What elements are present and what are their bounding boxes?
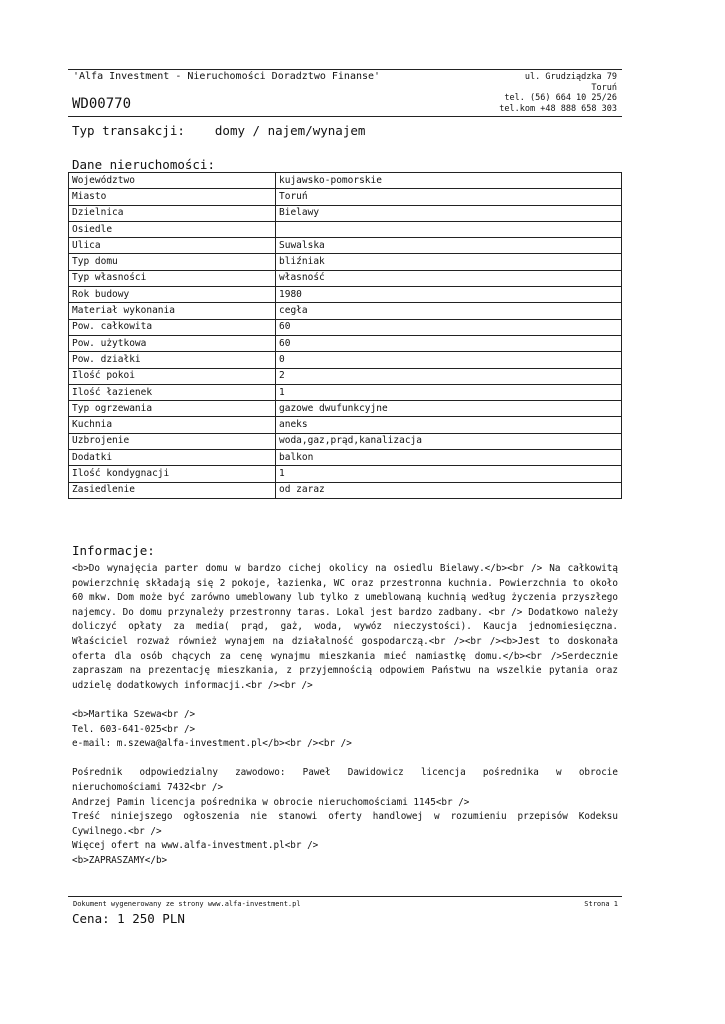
contact-phone: Tel. 603-641-025<br /> [72, 723, 196, 735]
property-row [69, 238, 622, 254]
footer-rule [68, 896, 622, 897]
property-value: kujawsko-pomorskie [276, 173, 622, 189]
property-row [69, 173, 622, 189]
property-row [69, 205, 622, 221]
property-value: 60 [276, 319, 622, 335]
property-value: cegła [276, 303, 622, 319]
property-row [69, 270, 622, 286]
property-key: Osiedle [69, 221, 276, 237]
property-row [69, 287, 622, 303]
property-key: Typ domu [69, 254, 276, 270]
responsible-agent: Pośrednik odpowiedzialny zawodowo: Paweł Dawidowicz licencja pośrednika w obrocie nieruchomościami 7432<br /> [72, 767, 618, 793]
property-value: własność [276, 270, 622, 286]
property-row [69, 417, 622, 433]
property-value: 60 [276, 335, 622, 351]
company-address [397, 72, 617, 114]
transaction-type-value: domy / najem/wynajem [214, 123, 366, 138]
top-rule [68, 69, 622, 70]
contact-email: e-mail: m.szewa@alfa-investment.pl</b><br /><br /> [72, 738, 352, 750]
property-row [69, 335, 622, 351]
property-value: od zaraz [276, 482, 622, 498]
property-key: Pow. użytkowa [69, 335, 276, 351]
property-key: Miasto [69, 189, 276, 205]
property-key: Ilość pokoi [69, 368, 276, 384]
property-key: Województwo [69, 173, 276, 189]
property-value: 1980 [276, 287, 622, 303]
price: Cena: 1 250 PLN [72, 911, 185, 926]
address-mobile: tel.kom +48 888 658 303 [499, 103, 617, 114]
page-number: Strona 1 [584, 900, 618, 908]
property-value: bliźniak [276, 254, 622, 270]
property-key: Materiał wykonania [69, 303, 276, 319]
invitation: <b>ZAPRASZAMY</b> [72, 854, 168, 866]
property-key: Typ ogrzewania [69, 401, 276, 417]
property-row [69, 319, 622, 335]
property-value: gazowe dwufunkcyjne [276, 401, 622, 417]
transaction-type [72, 123, 365, 138]
property-value: woda,gaz,prąd,kanalizacja [276, 433, 622, 449]
property-key: Dzielnica [69, 205, 276, 221]
transaction-type-label: Typ transakcji: [72, 123, 185, 138]
address-city: Toruń [591, 82, 617, 93]
header-bottom-rule [68, 116, 622, 117]
property-key: Pow. całkowita [69, 319, 276, 335]
offer-reference-number: WD00770 [72, 96, 132, 112]
contact-name: <b>Martika Szewa<br /> [72, 708, 196, 720]
address-phone: tel. (56) 664 10 25/26 [504, 93, 617, 103]
property-row [69, 450, 622, 466]
property-value: 0 [276, 352, 622, 368]
property-key: Uzbrojenie [69, 433, 276, 449]
property-key: Pow. działki [69, 352, 276, 368]
property-value: 1 [276, 466, 622, 482]
property-key: Kuchnia [69, 417, 276, 433]
property-row [69, 221, 622, 237]
property-row [69, 384, 622, 400]
info-description: <b>Do wynajęcia parter domu w bardzo cichej okolicy na osiedlu Bielawy.</b><br /> Na całkowitą powierzchnię składają się 2 pokoje, łazienka, WC oraz przestronna kuchnia. Powierzchnia to około 60 mkw. Dom może być zarówno umeblowany lub tylko z umeblowaną kuchnią według życzenia przyszłego najemcy. Do domu przynależy przestronny taras. Lokal jest bardzo zadbany. <br /> Dodatkowo należy doliczyć opłaty za media( prąd, gaż, woda, wywóz nieczystości). Kaucja jednomiesięczna. Właściciel rozważ również wynajem na działalność gospodarczą.<br /><br /><b>Jest to doskonała oferta dla osób chących za cenę wynajmu mieszkania mieć namiastkę domu.</b><br />Serdecznie zapraszam na prezentację mieszkania, z przyjemnością odpowiem Państwu na wszelkie pytania oraz udzielę dodatkowych informacji.<br /><br /> [72, 563, 618, 691]
property-value: Suwalska [276, 238, 622, 254]
property-row [69, 401, 622, 417]
property-value: Toruń [276, 189, 622, 205]
property-row [69, 466, 622, 482]
property-value: 2 [276, 368, 622, 384]
second-agent: Andrzej Pamin licencja pośrednika w obrocie nieruchomościami 1145<br /> [72, 796, 470, 808]
property-key: Rok budowy [69, 287, 276, 303]
footer-generated-note: Dokument wygenerowany ze strony www.alfa-investment.pl [73, 900, 301, 908]
property-row [69, 189, 622, 205]
property-row [69, 254, 622, 270]
property-value: balkon [276, 450, 622, 466]
company-name: 'Alfa Investment - Nieruchomości Doradztwo Finanse' [73, 71, 381, 82]
property-table [68, 172, 622, 499]
info-heading: Informacje: [72, 543, 155, 558]
property-key: Typ własności [69, 270, 276, 286]
property-row [69, 433, 622, 449]
property-row [69, 368, 622, 384]
info-body [72, 562, 618, 868]
property-value [276, 221, 622, 237]
property-key: Dodatki [69, 450, 276, 466]
property-heading: Dane nieruchomości: [72, 157, 215, 172]
address-street: ul. Grudziądzka 79 [524, 72, 617, 82]
property-value: Bielawy [276, 205, 622, 221]
property-key: Zasiedlenie [69, 482, 276, 498]
property-key: Ilość łazienek [69, 384, 276, 400]
property-row [69, 482, 622, 498]
property-key: Ulica [69, 238, 276, 254]
property-value: aneks [276, 417, 622, 433]
property-value: 1 [276, 384, 622, 400]
property-row [69, 352, 622, 368]
property-key: Ilość kondygnacji [69, 466, 276, 482]
property-row [69, 303, 622, 319]
legal-notice: Treść niniejszego ogłoszenia nie stanowi oferty handlowej w rozumieniu przepisów Kodeksu Cywilnego.<br /> [72, 811, 618, 837]
more-offers: Więcej ofert na www.alfa-investment.pl<br /> [72, 840, 319, 852]
